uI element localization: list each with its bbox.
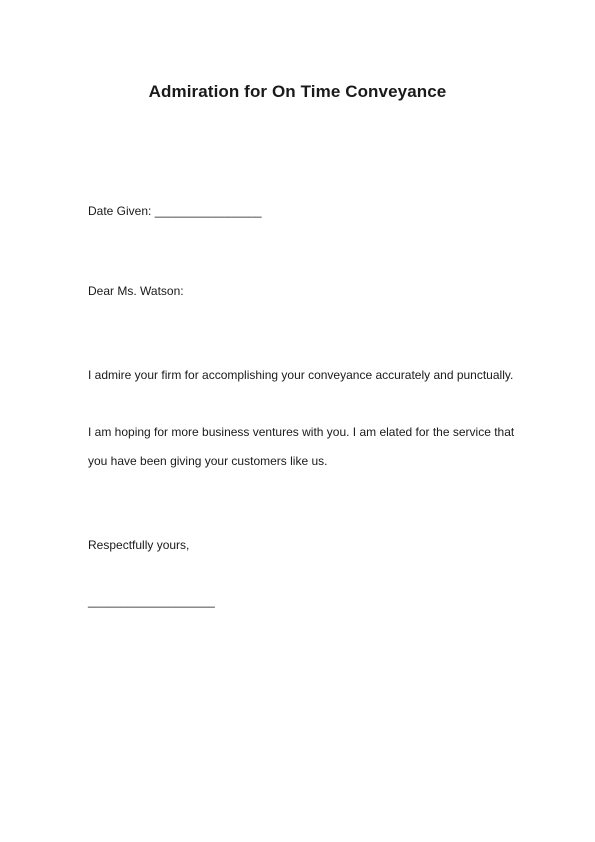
closing: Respectfully yours, — [88, 538, 190, 552]
body-paragraph-2-line-2: you have been giving your customers like us. — [88, 454, 328, 468]
date-label: Date Given: — [88, 204, 152, 218]
date-line — [88, 203, 262, 219]
body-paragraph-1: I admire your firm for accomplishing your conveyance accurately and punctually. — [88, 368, 514, 382]
date-blank: ________________ — [154, 204, 262, 218]
salutation: Dear Ms. Watson: — [88, 284, 184, 298]
body-paragraph-2-line-1: I am hoping for more business ventures with you. I am elated for the service that — [88, 425, 515, 439]
letter-title: Admiration for On Time Conveyance — [148, 82, 447, 101]
signature-blank: ___________________ — [88, 594, 215, 608]
